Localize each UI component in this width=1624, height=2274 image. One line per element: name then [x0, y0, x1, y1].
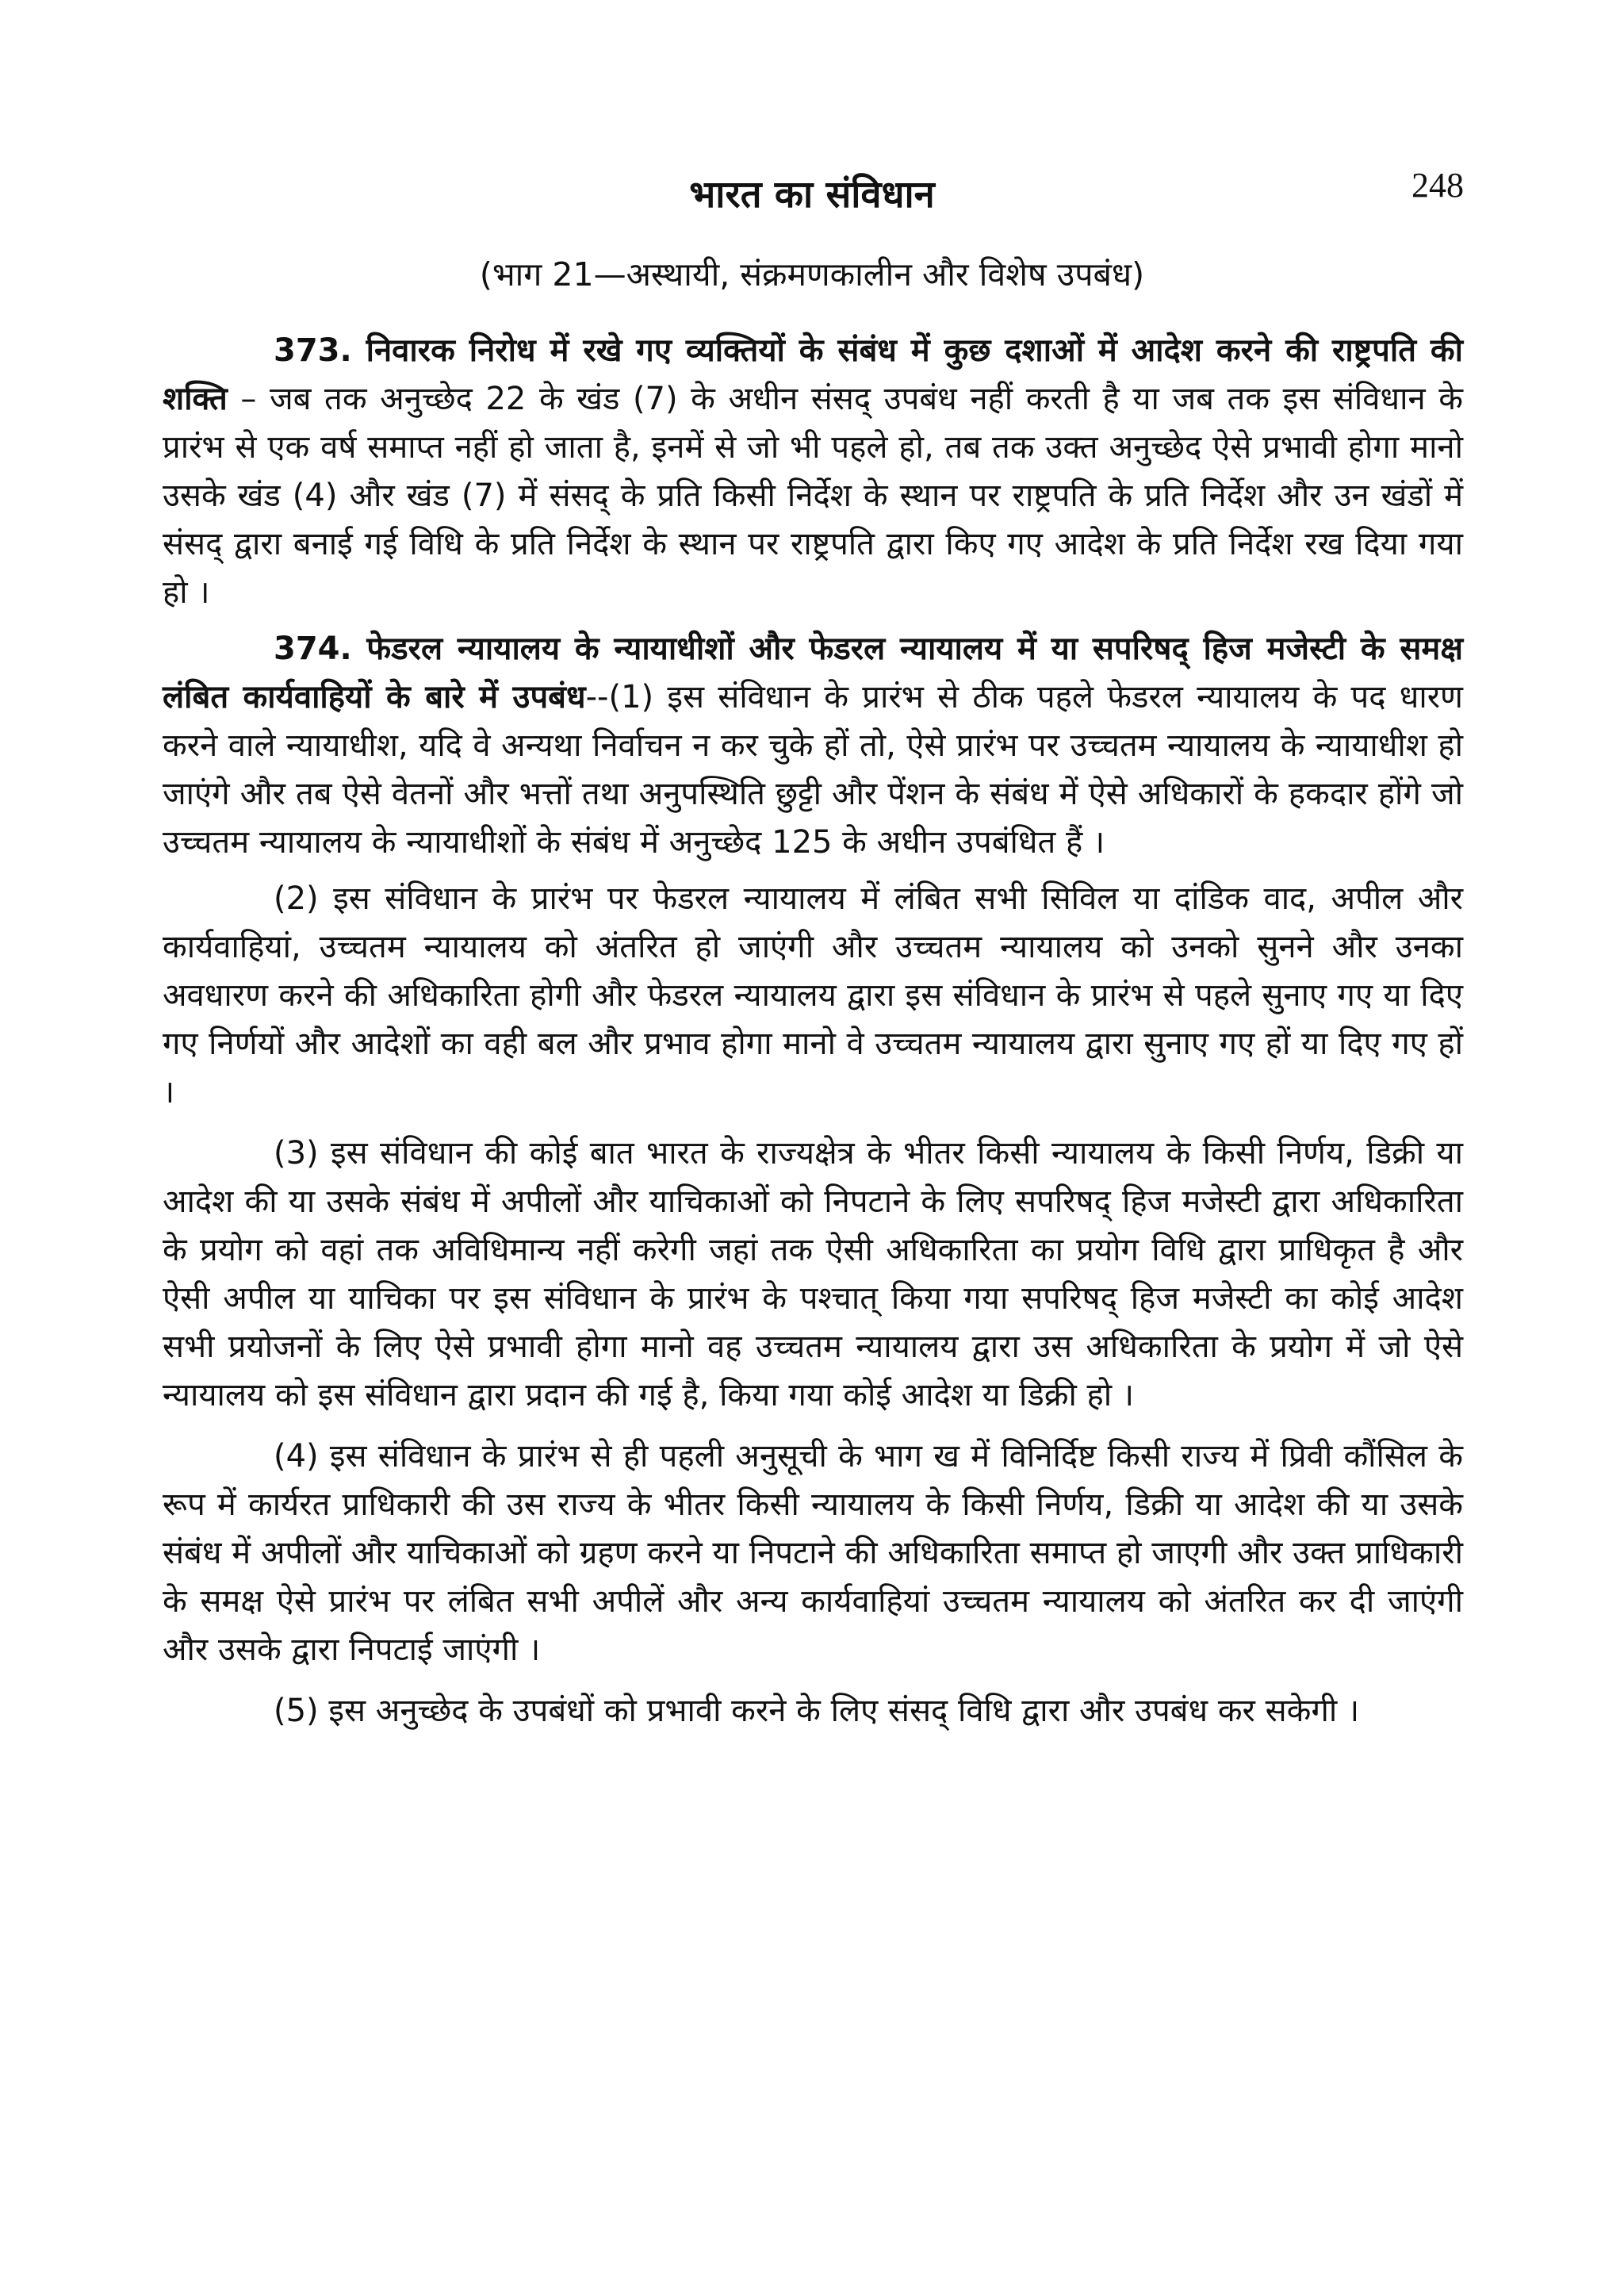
article-374-clause-5: (5) इस अनुच्छेद के उपबंधों को प्रभावी करने के लिए संसद् विधि द्वारा और उपबंध कर सकेगी । — [274, 1693, 1360, 1729]
article-374-clause-1-text: --(1) इस संविधान के प्रारंभ से ठीक पहले फेडरल न्यायालय के पद धारण करने वाले न्यायाधीश, यदि वे अन्यथा निर्वाचन न कर चुके हों तो, ऐसे प्रारंभ पर उच्चतम न्यायालय के न्यायाधीश हो जाएंगे और तब ऐसे वेतनों और भत्तों तथा अनुपस्थिति छुट्टी और पेंशन के संबंध में ऐसे अधिकारों के हकदार होंगे जो उच्चतम न्यायालय के न्यायाधीशों के संबंध में अनुच्छेद 125 के अधीन उपबंधित हैं । — [163, 679, 1463, 861]
page-number: 248 — [1411, 166, 1464, 205]
article-374-clause-3: (3) इस संविधान की कोई बात भारत के राज्यक्षेत्र के भीतर किसी न्यायालय के किसी निर्णय, डिक्री या आदेश की या उसके संबंध में अपीलों और याचिकाओं को निपटाने के लिए सपरिषद् हिज मजेस्टी द्वारा अधिकारिता के प्रयोग को वहां तक अविधिमान्य नहीं करेगी जहां तक ऐसी अधिकारिता का प्रयोग विधि द्वारा प्राधिकृत है और ऐसी अपील या याचिका पर इस संविधान के प्रारंभ के पश्चात् किया गया सपरिषद् हिज मजेस्टी का कोई आदेश सभी प्रयोजनों के लिए ऐसे प्रभावी होगा मानो वह उच्चतम न्यायालय द्वारा उस अधिकारिता के प्रयोग में जो ऐसे न्यायालय को इस संविधान द्वारा प्रदान की गई है, किया गया कोई आदेश या डिक्री हो । — [163, 1135, 1463, 1413]
document-body — [163, 327, 1463, 1748]
article-374-clause-4: (4) इस संविधान के प्रारंभ से ही पहली अनुसूची के भाग ख में विनिर्दिष्ट किसी राज्य में प्रिवी कौंसिल के रूप में कार्यरत प्राधिकारी की उस राज्य के भीतर किसी न्यायालय के किसी निर्णय, डिक्री या आदेश की या उसके संबंध में अपीलों और याचिकाओं को ग्रहण करने या निपटाने की अधिकारिता समाप्त हो जाएगी और उक्त प्राधिकारी के समक्ष ऐसे प्रारंभ पर लंबित सभी अपीलें और अन्य कार्यवाहियां उच्चतम न्यायालय को अंतरित कर दी जाएंगी और उसके द्वारा निपटाई जाएंगी । — [163, 1438, 1463, 1668]
article-373-heading: 373. निवारक निरोध में रखे गए व्यक्तियों के संबंध में कुछ दशाओं में आदेश करने की राष्ट्रपति की शक्ति — [163, 332, 1463, 417]
article-374-clause-2: (2) इस संविधान के प्रारंभ पर फेडरल न्यायालय में लंबित सभी सिविल या दांडिक वाद, अपील और कार्यवाहियां, उच्चतम न्यायालय को अंतरित हो जाएंगी और उच्चतम न्यायालय को उनको सुनने और उनका अवधारण करने की अधिकारिता होगी और फेडरल न्यायालय द्वारा इस संविधान के प्रारंभ से पहले सुनाए गए या दिए गए निर्णयों और आदेशों का वही बल और प्रभाव होगा मानो वे उच्चतम न्यायालय द्वारा सुनाए गए हों या दिए गए हों । — [163, 880, 1463, 1110]
document-title: भारत का संविधान — [689, 173, 935, 217]
article-374 — [163, 625, 1463, 867]
article-374-heading: 374. फेडरल न्यायालय के न्यायाधीशों और फेडरल न्यायालय में या सपरिषद् हिज मजेस्टी के समक्ष लंबित कार्यवाहियों के बारे में उपबंध — [163, 631, 1463, 715]
article-373-text: – जब तक अनुच्छेद 22 के खंड (7) के अधीन संसद् उपबंध नहीं करती है या जब तक इस संविधान के प्रारंभ से एक वर्ष समाप्त नहीं हो जाता है, इनमें से जो भी पहले हो, तब तक उक्त अनुच्छेद ऐसे प्रभावी होगा मानो उसके खंड (4) और खंड (7) में संसद् के प्रति किसी निर्देश के स्थान पर राष्ट्रपति के प्रति निर्देश और उन खंडों में संसद् द्वारा बनाई गई विधि के प्रति निर्देश के स्थान पर राष्ट्रपति द्वारा किए गए आदेश के प्रति निर्देश रख दिया गया हो । — [163, 381, 1463, 611]
part-subtitle: (भाग 21—अस्थायी, संक्रमणकालीन और विशेष उपबंध) — [479, 255, 1145, 293]
article-373 — [163, 327, 1463, 617]
